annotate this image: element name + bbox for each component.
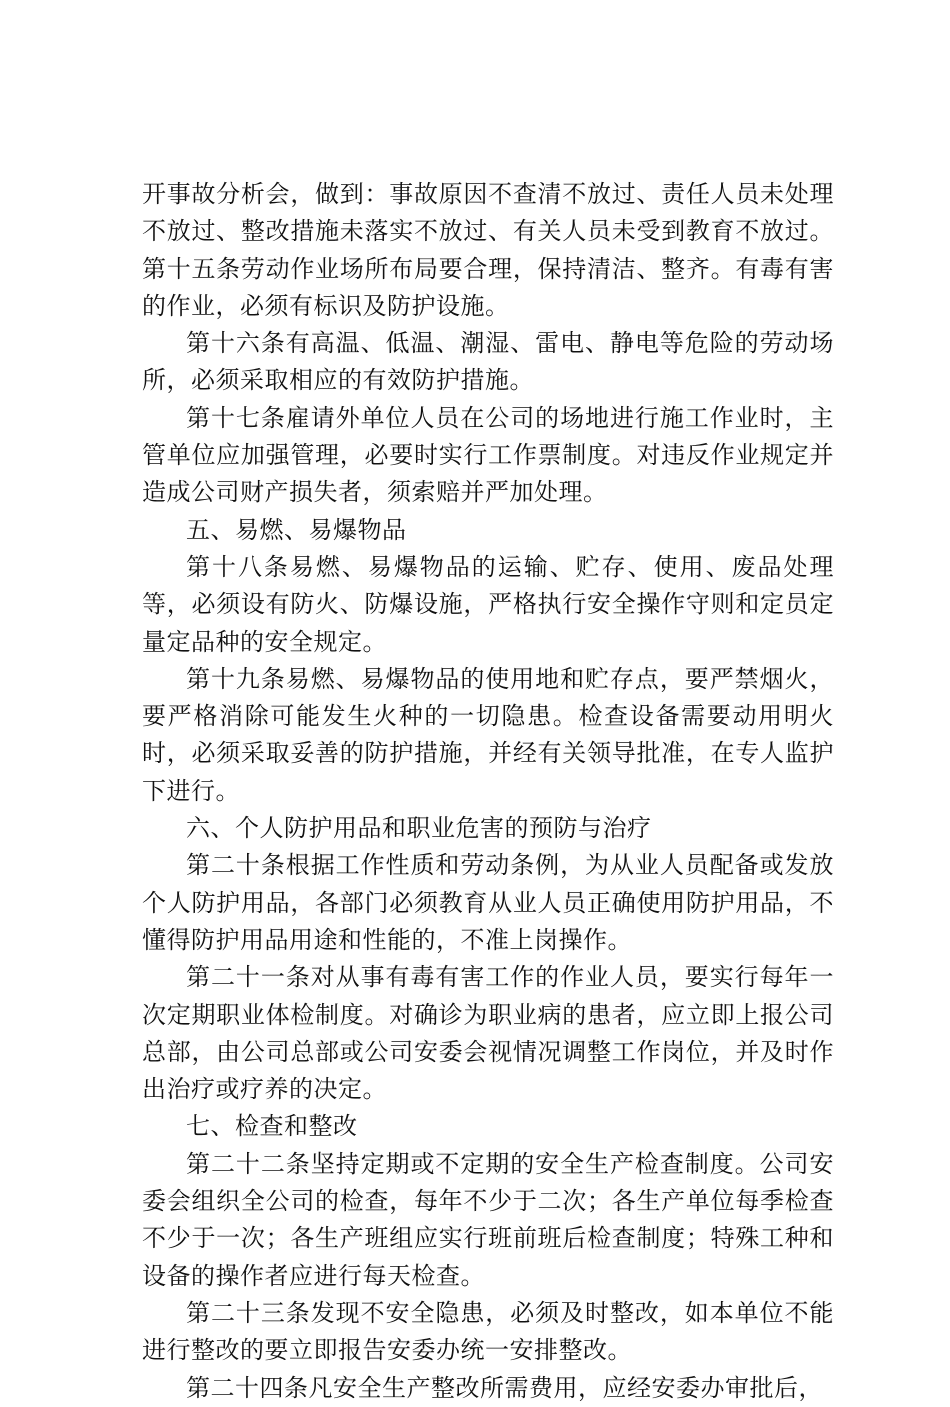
section-heading: 七、检查和整改 (186, 1112, 358, 1141)
paragraph: 第十八条易燃、易爆物品的运输、贮存、使用、废品处理等，必须设有防火、防爆设施，严格执行安全操作守则和定员定量定品种的安全规定。 (142, 552, 834, 656)
paragraph: 开事故分析会，做到：事故原因不查清不放过、责任人员未处理不放过、整改措施未落实不放过、有关人员未受到教育不放过。第十五条劳动作业场所布局要合理，保持清洁、整齐。有毒有害的作业，必须有标识及防护设施。 (142, 180, 834, 320)
paragraph: 第二十一条对从事有毒有害工作的作业人员，要实行每年一次定期职业体检制度。对确诊为职业病的患者，应立即上报公司总部，由公司总部或公司安委会视情况调整工作岗位，并及时作出治疗或疗养的决定。 (142, 963, 834, 1104)
paragraph: 第二十条根据工作性质和劳动条例，为从业人员配备或发放个人防护用品，各部门必须教育从业人员正确使用防护用品，不懂得防护用品用途和性能的，不准上岗操作。 (142, 851, 834, 954)
section-heading: 五、易燃、易爆物品 (186, 515, 407, 544)
paragraph: 第二十三条发现不安全隐患，必须及时整改，如本单位不能进行整改的要立即报告安委办统一安排整改。 (142, 1298, 834, 1365)
paragraph: 第十七条雇请外单位人员在公司的场地进行施工作业时，主管单位应加强管理，必要时实行工作票制度。对违反作业规定并造成公司财产损失者，须索赔并严加处理。 (142, 403, 834, 507)
paragraph: 第十六条有高温、低温、潮湿、雷电、静电等危险的劳动场所，必须采取相应的有效防护措施。 (142, 329, 834, 395)
paragraph: 第二十四条凡安全生产整改所需费用，应经安委办审批后， (186, 1373, 823, 1402)
paragraph: 第十九条易燃、易爆物品的使用地和贮存点，要严禁烟火，要严格消除可能发生火种的一切隐患。检查设备需要动用明火时，必须采取妥善的防护措施，并经有关领导批准，在专人监护下进行。 (142, 664, 834, 805)
paragraph: 第二十二条坚持定期或不定期的安全生产检查制度。公司安委会组织全公司的检查，每年不少于二次；各生产单位每季检查不少于一次；各生产班组应实行班前班后检查制度；特殊工种和设备的操作者应进行每天检查。 (142, 1149, 834, 1290)
section-heading: 六、个人防护用品和职业危害的预防与治疗 (186, 814, 652, 843)
document-body (142, 176, 834, 1407)
